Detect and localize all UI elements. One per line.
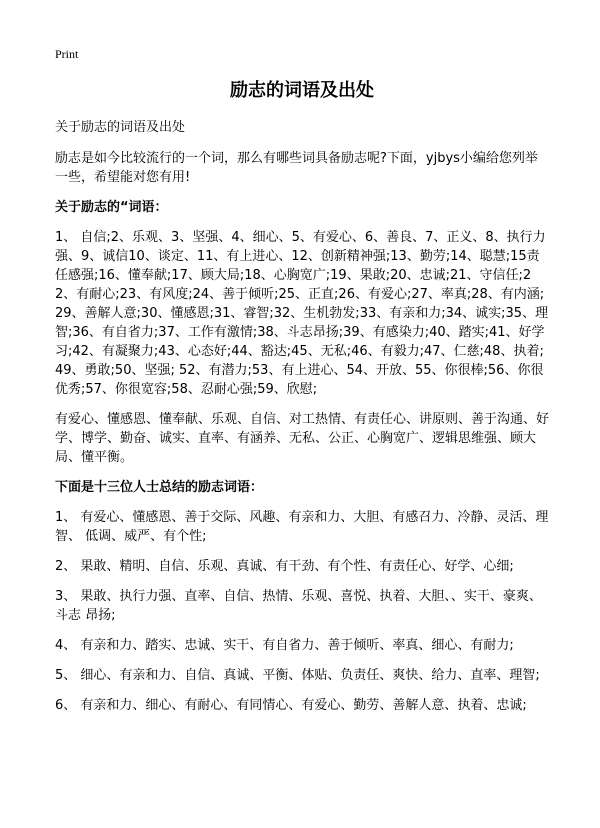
- print-link[interactable]: Print: [55, 47, 79, 61]
- word-summary-paragraph: 有爱心、懂感恩、懂奉献、乐观、自信、对工热情、有责任心、讲原则、善于沟通、好学、博学、勤奋、诚实、直率、有涵养、无私、公正、心胸宽广、逻辑思维强、顾大局、懂平衡。: [55, 412, 550, 465]
- intro-paragraph: 励志是如今比较流行的一个词，那么有哪些词具备励志呢?下面，yjbys小编给您列举一些，希望能对您有用!: [55, 151, 538, 185]
- numbered-word-list: 1、 自信;2、乐观、3、坚强、4、细心、5、有爱心、6、善良、7、正义、8、执行力强、9、诚信10、谈定、11、有上进心、12、创新精神强;13、勤劳;14、聪慧;15责任感强;16、懂奉献;17、顾大局;18、心胸宽广;19、果敢;20、忠诚;21、守信任;22、有耐心;23、有风度;24、善于倾听;25、正直;26、有爱心;27、率真;28、有内涵;29、善解人意;30、懂感恩;31、睿智;32、生机勃发;33、有亲和力;34、诚实;35、理智;36、有自省力;37、工作有激情;38、斗志昂扬;39、有感染力;40、踏实;41、好学习;42、有凝聚力;43、心态好;44、豁达;45、无私;46、有毅力;47、仁慈;48、执着;49、勇敢;50、坚强; 52、有潜力;53、有上进心、54、开放、55、你很棒;56、你很优秀;57、你很宽容;58、忍耐心强;59、欣慰;: [55, 230, 549, 397]
- subtitle: 关于励志的词语及出处: [55, 120, 186, 135]
- list-item: 2、 果敢、精明、自信、乐观、真诚、有干劲、有个性、有责任心、好学、心细;: [55, 559, 514, 574]
- list-item: 1、 有爱心、懂感恩、善于交际、风趣、有亲和力、大胆、有感召力、冷静、灵活、理智、 低调、威严、有个性;: [55, 510, 549, 544]
- article: [55, 78, 549, 726]
- list-item: 5、 细心、有亲和力、自信、真诚、平衡、体贴、负责任、爽快、给力、直率、理智;: [55, 668, 540, 683]
- section-heading-2: 下面是十三位人士总结的励志词语：: [55, 480, 264, 495]
- list-item: 3、 果敢、执行力强、直率、自信、热情、乐观、喜悦、执着、大胆、、实干、豪爽、斗志 昂扬;: [55, 589, 542, 623]
- section-heading-1: 关于励志的“词语：: [55, 200, 168, 215]
- list-item: 6、 有亲和力、细心、有耐心、有同情心、有爱心、勤劳、善解人意、执着、忠诚;: [55, 698, 527, 713]
- page-title: 励志的词语及出处: [230, 80, 374, 101]
- list-item: 4、 有亲和力、踏实、忠诚、实干、有自省力、善于倾听、率真、细心、有耐力;: [55, 638, 514, 653]
